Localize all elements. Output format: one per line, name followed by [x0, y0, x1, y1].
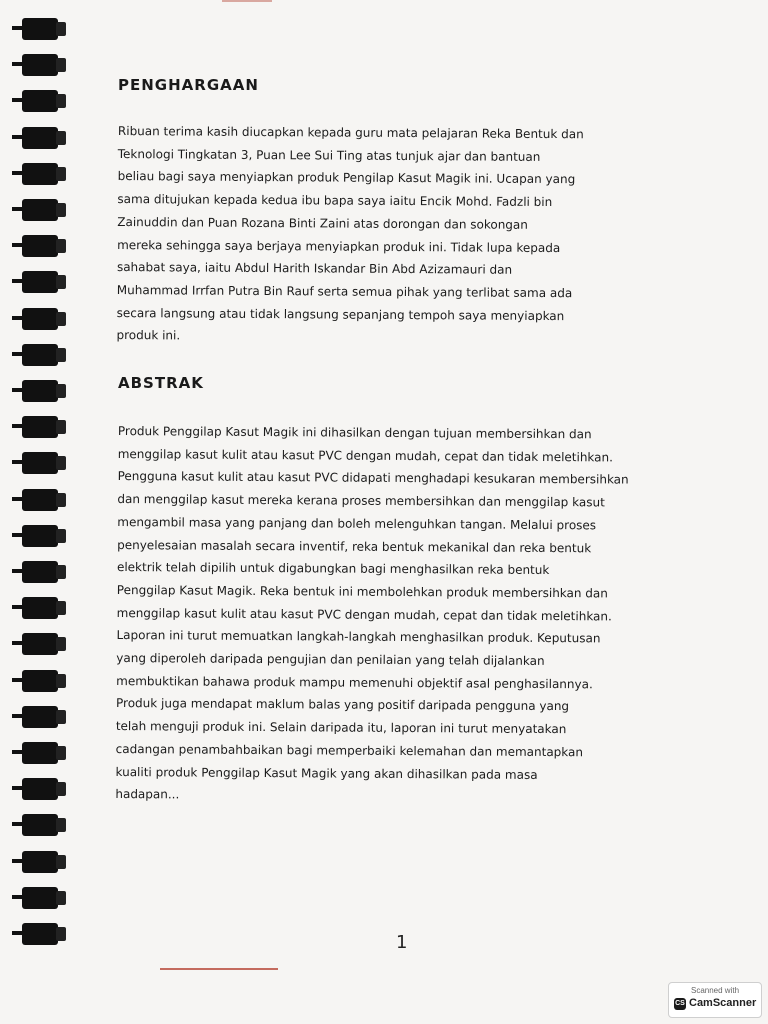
- spiral-binding: [12, 18, 72, 958]
- binding-ring: [12, 851, 68, 873]
- text-line: sama ditujukan kepada kedua ibu bapa saya iaitu Encik Mohd. Fadzli bin: [117, 192, 553, 210]
- text-line: mereka sehingga saya berjaya menyiapkan produk ini. Tidak lupa kepada: [117, 237, 561, 255]
- text-line: elektrik telah dipilih untuk digabungkan bagi menghasilkan reka bentuk: [116, 560, 550, 578]
- text-line: Produk juga mendapat maklum balas yang positif daripada pengguna yang: [115, 696, 570, 714]
- acknowledgement-heading: PENGHARGAAN: [118, 76, 259, 94]
- binding-ring: [12, 18, 68, 40]
- binding-ring: [12, 923, 68, 945]
- text-line: membuktikan bahawa produk mampu memenuhi objektif asal penghasilannya.: [116, 673, 593, 692]
- text-line: Produk Penggilap Kasut Magik ini dihasilkan dengan tujuan membersihkan dan: [117, 423, 592, 442]
- text-line: Laporan ini turut memuatkan langkah-langkah menghasilkan produk. Keputusan: [116, 628, 601, 646]
- text-line: menggilap kasut kulit atau kasut PVC dengan mudah, cepat dan tidak meletihkan.: [116, 605, 612, 624]
- binding-ring: [12, 489, 68, 511]
- binding-ring: [12, 308, 68, 330]
- binding-ring: [12, 633, 68, 655]
- camscanner-watermark: [668, 982, 762, 1018]
- binding-ring: [12, 814, 68, 836]
- text-line: menggilap kasut kulit atau kasut PVC dengan mudah, cepat dan tidak meletihkan.: [117, 446, 614, 465]
- binding-ring: [12, 742, 68, 764]
- text-line: Pengguna kasut kulit atau kasut PVC didapati menghadapi kesukaran membersihkan: [117, 469, 629, 487]
- binding-ring: [12, 199, 68, 221]
- binding-ring: [12, 561, 68, 583]
- abstract-paragraph: [115, 420, 648, 810]
- margin-rule: [160, 968, 278, 970]
- text-line: Teknologi Tingkatan 3, Puan Lee Sui Ting atas tunjuk ajar dan bantuan: [117, 146, 541, 164]
- binding-ring: [12, 127, 68, 149]
- text-line: produk ini.: [116, 328, 181, 343]
- binding-ring: [12, 525, 68, 547]
- binding-ring: [12, 163, 68, 185]
- text-line: yang diperoleh daripada pengujian dan penilaian yang telah dijalankan: [116, 651, 545, 669]
- binding-ring: [12, 887, 68, 909]
- acknowledgement-paragraph: [116, 120, 648, 351]
- binding-ring: [12, 380, 68, 402]
- text-line: Penggilap Kasut Magik. Reka bentuk ini membolehkan produk membersihkan dan: [116, 582, 608, 601]
- text-line: sahabat saya, iaitu Abdul Harith Iskandar Bin Abd Azizamauri dan: [116, 260, 513, 277]
- camscanner-logo-icon: CS: [674, 998, 686, 1010]
- binding-ring: [12, 90, 68, 112]
- binding-ring: [12, 452, 68, 474]
- binding-ring: [12, 54, 68, 76]
- abstract-heading: ABSTRAK: [118, 374, 204, 392]
- text-line: Ribuan terima kasih diucapkan kepada guru mata pelajaran Reka Bentuk dan: [117, 123, 584, 142]
- binding-ring: [12, 271, 68, 293]
- binding-ring: [12, 778, 68, 800]
- text-line: mengambil masa yang panjang dan boleh melenguhkan tangan. Melalui proses: [117, 514, 597, 533]
- text-line: beliau bagi saya menyiapkan produk Pengilap Kasut Magik ini. Ucapan yang: [117, 169, 576, 187]
- top-edge-mark: [222, 0, 272, 2]
- text-line: kualiti produk Penggilap Kasut Magik yang akan dihasilkan pada masa: [115, 764, 538, 782]
- binding-ring: [12, 706, 68, 728]
- binding-ring: [12, 344, 68, 366]
- text-line: Zainuddin dan Puan Rozana Binti Zaini atas dorongan dan sokongan: [117, 214, 528, 232]
- watermark-brand: CamScanner: [689, 997, 757, 1009]
- page-number: 1: [396, 932, 408, 953]
- text-line: Muhammad Irrfan Putra Bin Rauf serta semua pihak yang terlibat sama ada: [116, 282, 573, 301]
- text-line: penyelesaian masalah secara inventif, reka bentuk mekanikal dan reka bentuk: [117, 537, 592, 555]
- text-line: cadangan penambahbaikan bagi memperbaiki kelemahan dan memantapkan: [115, 741, 584, 760]
- binding-ring: [12, 235, 68, 257]
- binding-ring: [12, 597, 68, 619]
- text-line: secara langsung atau tidak langsung sepanjang tempoh saya menyiapkan: [116, 305, 565, 323]
- binding-ring: [12, 416, 68, 438]
- watermark-caption: Scanned with: [690, 986, 740, 995]
- binding-ring: [12, 670, 68, 692]
- text-line: dan menggilap kasut mereka kerana proses membersihkan dan menggilap kasut: [117, 492, 605, 510]
- text-line: telah menguji produk ini. Selain daripada itu, laporan ini turut menyatakan: [115, 719, 567, 737]
- text-line: hadapan...: [115, 787, 180, 802]
